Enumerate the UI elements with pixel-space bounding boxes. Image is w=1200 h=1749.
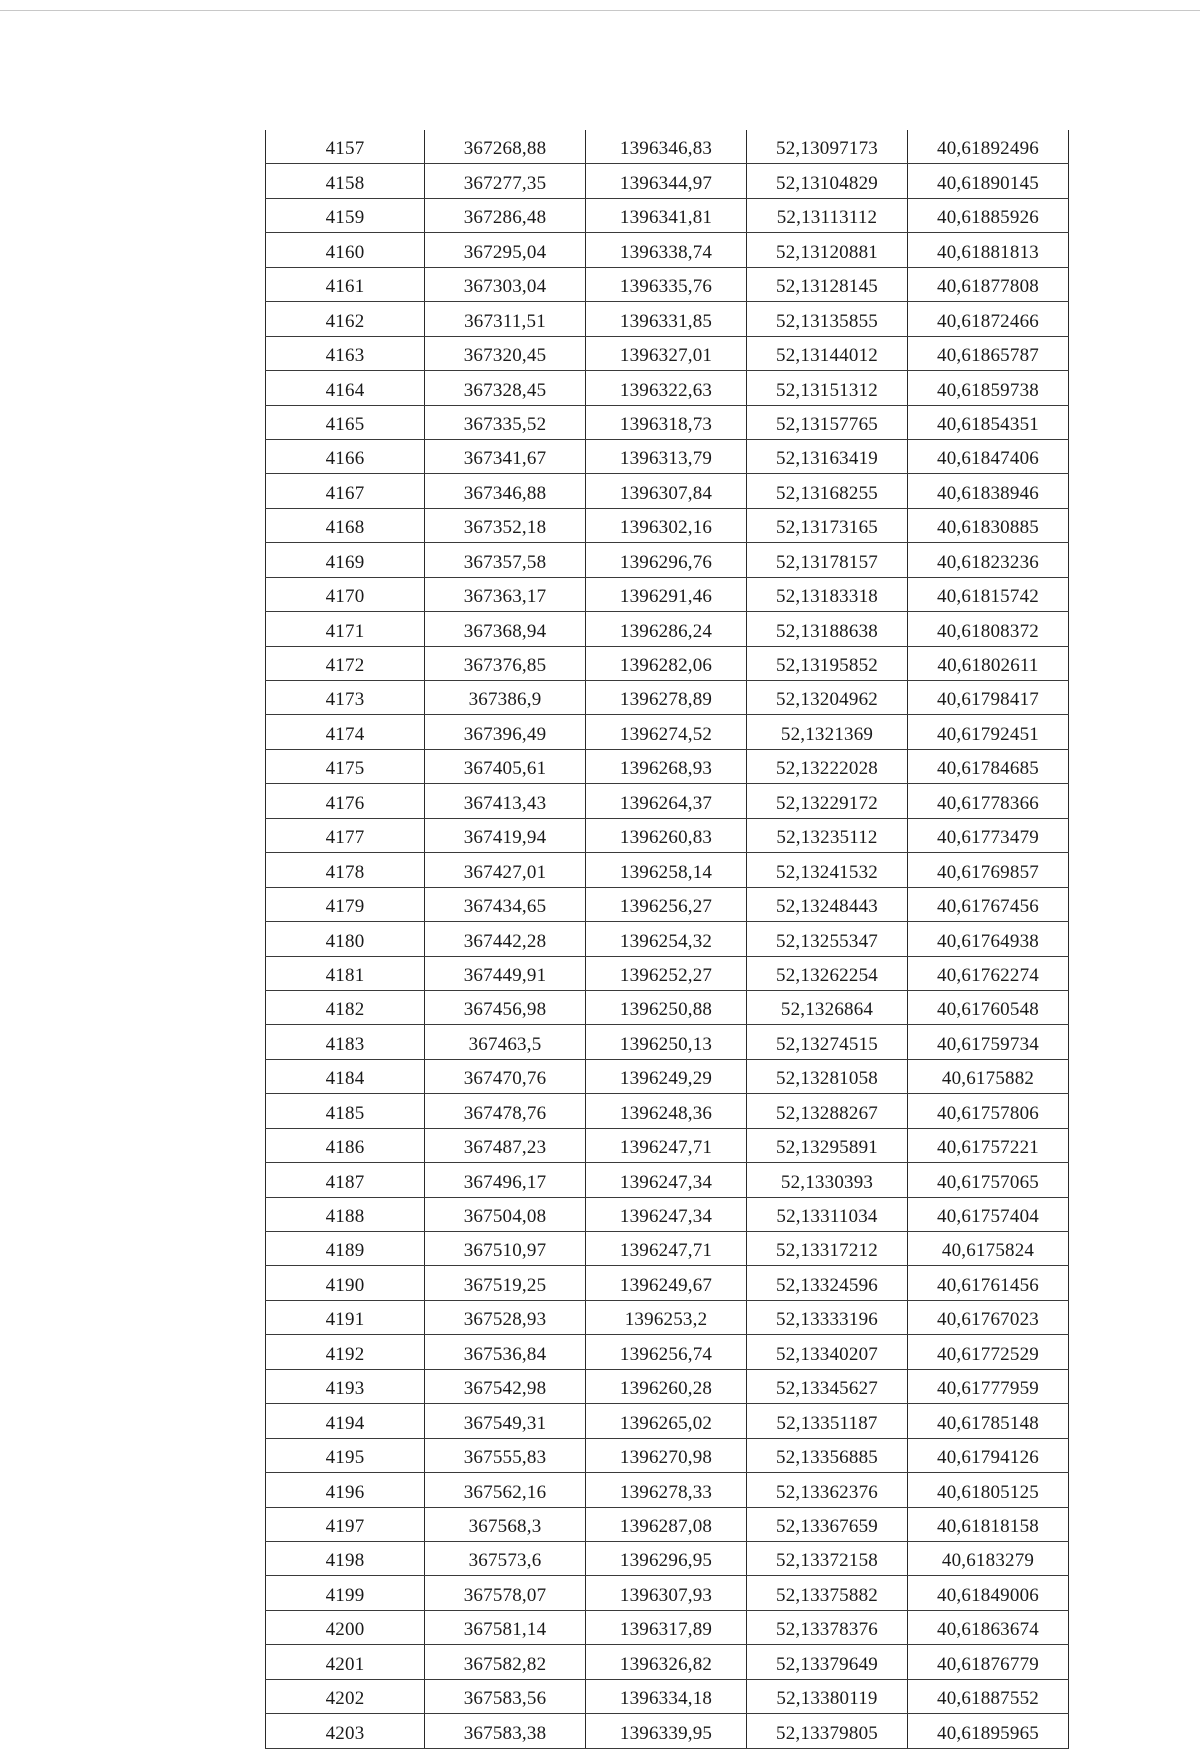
cell-x-coordinate: 367581,14: [425, 1610, 586, 1644]
table-row: [266, 474, 1069, 508]
cell-point-number: 4194: [266, 1404, 425, 1438]
cell-point-number: 4192: [266, 1335, 425, 1369]
cell-x-coordinate: 367549,31: [425, 1404, 586, 1438]
cell-x-coordinate: 367442,28: [425, 922, 586, 956]
cell-longitude: 40,61757065: [908, 1163, 1069, 1197]
cell-y-coordinate: 1396346,83: [586, 130, 747, 164]
cell-x-coordinate: 367352,18: [425, 508, 586, 542]
cell-point-number: 4171: [266, 612, 425, 646]
cell-latitude: 52,13274515: [747, 1025, 908, 1059]
table-row: [266, 1300, 1069, 1334]
cell-point-number: 4203: [266, 1714, 425, 1748]
cell-x-coordinate: 367504,08: [425, 1197, 586, 1231]
cell-latitude: 52,13195852: [747, 646, 908, 680]
cell-longitude: 40,61881813: [908, 233, 1069, 267]
cell-y-coordinate: 1396260,28: [586, 1369, 747, 1403]
cell-y-coordinate: 1396302,16: [586, 508, 747, 542]
cell-longitude: 40,61769857: [908, 853, 1069, 887]
cell-x-coordinate: 367487,23: [425, 1128, 586, 1162]
table-row: [266, 1163, 1069, 1197]
table-row: [266, 543, 1069, 577]
cell-x-coordinate: 367449,91: [425, 956, 586, 990]
table-row: [266, 130, 1069, 164]
cell-y-coordinate: 1396250,88: [586, 990, 747, 1024]
cell-y-coordinate: 1396339,95: [586, 1714, 747, 1748]
cell-point-number: 4200: [266, 1610, 425, 1644]
cell-latitude: 52,13222028: [747, 749, 908, 783]
table-row: [266, 336, 1069, 370]
cell-longitude: 40,61854351: [908, 405, 1069, 439]
table-row: [266, 1473, 1069, 1507]
cell-longitude: 40,61823236: [908, 543, 1069, 577]
cell-latitude: 52,13151312: [747, 371, 908, 405]
cell-latitude: 52,13144012: [747, 336, 908, 370]
cell-y-coordinate: 1396247,71: [586, 1232, 747, 1266]
cell-longitude: 40,61798417: [908, 681, 1069, 715]
cell-latitude: 52,13248443: [747, 887, 908, 921]
cell-x-coordinate: 367456,98: [425, 990, 586, 1024]
cell-longitude: 40,61808372: [908, 612, 1069, 646]
cell-longitude: 40,61859738: [908, 371, 1069, 405]
table-row: [266, 681, 1069, 715]
cell-point-number: 4180: [266, 922, 425, 956]
cell-latitude: 52,1330393: [747, 1163, 908, 1197]
table-row: [266, 164, 1069, 198]
cell-x-coordinate: 367376,85: [425, 646, 586, 680]
cell-point-number: 4184: [266, 1059, 425, 1093]
cell-y-coordinate: 1396249,29: [586, 1059, 747, 1093]
cell-y-coordinate: 1396317,89: [586, 1610, 747, 1644]
cell-y-coordinate: 1396258,14: [586, 853, 747, 887]
table-row: [266, 1059, 1069, 1093]
cell-latitude: 52,13367659: [747, 1507, 908, 1541]
cell-longitude: 40,61849006: [908, 1576, 1069, 1610]
cell-point-number: 4160: [266, 233, 425, 267]
table-row: [266, 1232, 1069, 1266]
cell-latitude: 52,13135855: [747, 302, 908, 336]
cell-point-number: 4177: [266, 818, 425, 852]
cell-x-coordinate: 367268,88: [425, 130, 586, 164]
cell-y-coordinate: 1396248,36: [586, 1094, 747, 1128]
cell-x-coordinate: 367582,82: [425, 1645, 586, 1679]
cell-longitude: 40,61830885: [908, 508, 1069, 542]
cell-longitude: 40,61764938: [908, 922, 1069, 956]
cell-point-number: 4195: [266, 1438, 425, 1472]
cell-x-coordinate: 367277,35: [425, 164, 586, 198]
cell-latitude: 52,13317212: [747, 1232, 908, 1266]
cell-y-coordinate: 1396253,2: [586, 1300, 747, 1334]
table-row: [266, 371, 1069, 405]
cell-x-coordinate: 367328,45: [425, 371, 586, 405]
cell-y-coordinate: 1396270,98: [586, 1438, 747, 1472]
cell-longitude: 40,61767456: [908, 887, 1069, 921]
cell-latitude: 52,13351187: [747, 1404, 908, 1438]
cell-longitude: 40,61892496: [908, 130, 1069, 164]
cell-point-number: 4190: [266, 1266, 425, 1300]
cell-x-coordinate: 367341,67: [425, 439, 586, 473]
cell-longitude: 40,6175882: [908, 1059, 1069, 1093]
table-row: [266, 922, 1069, 956]
cell-point-number: 4178: [266, 853, 425, 887]
cell-longitude: 40,61772529: [908, 1335, 1069, 1369]
cell-point-number: 4167: [266, 474, 425, 508]
cell-point-number: 4164: [266, 371, 425, 405]
cell-point-number: 4189: [266, 1232, 425, 1266]
cell-point-number: 4165: [266, 405, 425, 439]
cell-longitude: 40,61762274: [908, 956, 1069, 990]
cell-latitude: 52,13379805: [747, 1714, 908, 1748]
cell-x-coordinate: 367470,76: [425, 1059, 586, 1093]
table-row: [266, 715, 1069, 749]
cell-longitude: 40,61885926: [908, 198, 1069, 232]
cell-y-coordinate: 1396307,84: [586, 474, 747, 508]
cell-x-coordinate: 367496,17: [425, 1163, 586, 1197]
table-row: [266, 1541, 1069, 1575]
cell-y-coordinate: 1396247,71: [586, 1128, 747, 1162]
cell-y-coordinate: 1396326,82: [586, 1645, 747, 1679]
table-row: [266, 439, 1069, 473]
table-row: [266, 1645, 1069, 1679]
cell-longitude: 40,61785148: [908, 1404, 1069, 1438]
cell-latitude: 52,13168255: [747, 474, 908, 508]
cell-x-coordinate: 367396,49: [425, 715, 586, 749]
cell-longitude: 40,61847406: [908, 439, 1069, 473]
table-row: [266, 990, 1069, 1024]
cell-latitude: 52,13281058: [747, 1059, 908, 1093]
cell-latitude: 52,13380119: [747, 1679, 908, 1713]
cell-y-coordinate: 1396296,95: [586, 1541, 747, 1575]
cell-latitude: 52,13241532: [747, 853, 908, 887]
cell-point-number: 4193: [266, 1369, 425, 1403]
cell-longitude: 40,61815742: [908, 577, 1069, 611]
cell-y-coordinate: 1396331,85: [586, 302, 747, 336]
cell-latitude: 52,13255347: [747, 922, 908, 956]
cell-point-number: 4172: [266, 646, 425, 680]
table-row: [266, 405, 1069, 439]
cell-point-number: 4168: [266, 508, 425, 542]
cell-y-coordinate: 1396282,06: [586, 646, 747, 680]
cell-latitude: 52,13362376: [747, 1473, 908, 1507]
cell-point-number: 4202: [266, 1679, 425, 1713]
cell-y-coordinate: 1396278,33: [586, 1473, 747, 1507]
cell-point-number: 4158: [266, 164, 425, 198]
cell-point-number: 4188: [266, 1197, 425, 1231]
cell-point-number: 4182: [266, 990, 425, 1024]
cell-x-coordinate: 367583,38: [425, 1714, 586, 1748]
cell-x-coordinate: 367583,56: [425, 1679, 586, 1713]
cell-y-coordinate: 1396291,46: [586, 577, 747, 611]
cell-latitude: 52,13324596: [747, 1266, 908, 1300]
cell-y-coordinate: 1396313,79: [586, 439, 747, 473]
cell-y-coordinate: 1396265,02: [586, 1404, 747, 1438]
cell-x-coordinate: 367463,5: [425, 1025, 586, 1059]
table-row: [266, 612, 1069, 646]
table-row: [266, 233, 1069, 267]
cell-y-coordinate: 1396341,81: [586, 198, 747, 232]
table-row: [266, 749, 1069, 783]
cell-point-number: 4198: [266, 1541, 425, 1575]
table-row: [266, 198, 1069, 232]
cell-latitude: 52,13120881: [747, 233, 908, 267]
cell-x-coordinate: 367311,51: [425, 302, 586, 336]
cell-point-number: 4199: [266, 1576, 425, 1610]
cell-latitude: 52,13097173: [747, 130, 908, 164]
table-row: [266, 956, 1069, 990]
cell-x-coordinate: 367405,61: [425, 749, 586, 783]
cell-latitude: 52,13113112: [747, 198, 908, 232]
cell-longitude: 40,61792451: [908, 715, 1069, 749]
cell-latitude: 52,1326864: [747, 990, 908, 1024]
cell-latitude: 52,13288267: [747, 1094, 908, 1128]
cell-x-coordinate: 367568,3: [425, 1507, 586, 1541]
cell-latitude: 52,13262254: [747, 956, 908, 990]
cell-latitude: 52,13173165: [747, 508, 908, 542]
cell-point-number: 4174: [266, 715, 425, 749]
scan-edge-line: [0, 10, 1200, 11]
cell-point-number: 4176: [266, 784, 425, 818]
cell-y-coordinate: 1396274,52: [586, 715, 747, 749]
cell-longitude: 40,6183279: [908, 1541, 1069, 1575]
cell-longitude: 40,61757221: [908, 1128, 1069, 1162]
cell-point-number: 4196: [266, 1473, 425, 1507]
cell-x-coordinate: 367295,04: [425, 233, 586, 267]
cell-y-coordinate: 1396286,24: [586, 612, 747, 646]
cell-point-number: 4170: [266, 577, 425, 611]
cell-longitude: 40,61761456: [908, 1266, 1069, 1300]
cell-latitude: 52,13378376: [747, 1610, 908, 1644]
cell-x-coordinate: 367413,43: [425, 784, 586, 818]
cell-y-coordinate: 1396287,08: [586, 1507, 747, 1541]
cell-point-number: 4163: [266, 336, 425, 370]
cell-x-coordinate: 367320,45: [425, 336, 586, 370]
cell-x-coordinate: 367434,65: [425, 887, 586, 921]
table-row: [266, 1576, 1069, 1610]
cell-latitude: 52,13229172: [747, 784, 908, 818]
table-row: [266, 1714, 1069, 1748]
cell-x-coordinate: 367542,98: [425, 1369, 586, 1403]
cell-latitude: 52,13157765: [747, 405, 908, 439]
cell-y-coordinate: 1396256,27: [586, 887, 747, 921]
cell-latitude: 52,13235112: [747, 818, 908, 852]
cell-latitude: 52,1321369: [747, 715, 908, 749]
table-row: [266, 1197, 1069, 1231]
cell-y-coordinate: 1396264,37: [586, 784, 747, 818]
cell-y-coordinate: 1396254,32: [586, 922, 747, 956]
table-row: [266, 1128, 1069, 1162]
table-row: [266, 1335, 1069, 1369]
cell-point-number: 4197: [266, 1507, 425, 1541]
cell-latitude: 52,13375882: [747, 1576, 908, 1610]
table-row: [266, 302, 1069, 336]
cell-point-number: 4185: [266, 1094, 425, 1128]
cell-y-coordinate: 1396247,34: [586, 1197, 747, 1231]
cell-longitude: 40,61818158: [908, 1507, 1069, 1541]
table-row: [266, 1438, 1069, 1472]
table-row: [266, 1266, 1069, 1300]
cell-longitude: 40,61895965: [908, 1714, 1069, 1748]
cell-point-number: 4175: [266, 749, 425, 783]
cell-point-number: 4169: [266, 543, 425, 577]
table-row: [266, 853, 1069, 887]
cell-point-number: 4173: [266, 681, 425, 715]
cell-longitude: 40,61760548: [908, 990, 1069, 1024]
cell-longitude: 40,61777959: [908, 1369, 1069, 1403]
cell-longitude: 40,61794126: [908, 1438, 1069, 1472]
cell-point-number: 4183: [266, 1025, 425, 1059]
cell-point-number: 4186: [266, 1128, 425, 1162]
cell-x-coordinate: 367578,07: [425, 1576, 586, 1610]
cell-y-coordinate: 1396260,83: [586, 818, 747, 852]
table-row: [266, 1404, 1069, 1438]
cell-latitude: 52,13379649: [747, 1645, 908, 1679]
cell-point-number: 4181: [266, 956, 425, 990]
cell-point-number: 4157: [266, 130, 425, 164]
cell-latitude: 52,13128145: [747, 267, 908, 301]
cell-x-coordinate: 367386,9: [425, 681, 586, 715]
table-row: [266, 267, 1069, 301]
cell-x-coordinate: 367519,25: [425, 1266, 586, 1300]
cell-longitude: 40,61773479: [908, 818, 1069, 852]
table-row: [266, 577, 1069, 611]
cell-x-coordinate: 367427,01: [425, 853, 586, 887]
cell-y-coordinate: 1396278,89: [586, 681, 747, 715]
cell-longitude: 40,61784685: [908, 749, 1069, 783]
cell-longitude: 40,61757404: [908, 1197, 1069, 1231]
cell-longitude: 40,61767023: [908, 1300, 1069, 1334]
cell-y-coordinate: 1396318,73: [586, 405, 747, 439]
cell-longitude: 40,61802611: [908, 646, 1069, 680]
cell-x-coordinate: 367478,76: [425, 1094, 586, 1128]
cell-latitude: 52,13104829: [747, 164, 908, 198]
cell-point-number: 4191: [266, 1300, 425, 1334]
cell-latitude: 52,13183318: [747, 577, 908, 611]
table-row: [266, 1025, 1069, 1059]
cell-latitude: 52,13295891: [747, 1128, 908, 1162]
cell-x-coordinate: 367573,6: [425, 1541, 586, 1575]
cell-x-coordinate: 367346,88: [425, 474, 586, 508]
cell-longitude: 40,6175824: [908, 1232, 1069, 1266]
cell-latitude: 52,13163419: [747, 439, 908, 473]
cell-point-number: 4162: [266, 302, 425, 336]
cell-latitude: 52,13356885: [747, 1438, 908, 1472]
cell-longitude: 40,61865787: [908, 336, 1069, 370]
cell-x-coordinate: 367335,52: [425, 405, 586, 439]
cell-y-coordinate: 1396296,76: [586, 543, 747, 577]
cell-x-coordinate: 367286,48: [425, 198, 586, 232]
coordinates-table: [265, 130, 1069, 1749]
cell-y-coordinate: 1396249,67: [586, 1266, 747, 1300]
cell-y-coordinate: 1396247,34: [586, 1163, 747, 1197]
cell-latitude: 52,13345627: [747, 1369, 908, 1403]
cell-longitude: 40,61863674: [908, 1610, 1069, 1644]
table-row: [266, 1507, 1069, 1541]
cell-x-coordinate: 367419,94: [425, 818, 586, 852]
cell-point-number: 4166: [266, 439, 425, 473]
table-row: [266, 818, 1069, 852]
cell-longitude: 40,61778366: [908, 784, 1069, 818]
table-row: [266, 646, 1069, 680]
cell-x-coordinate: 367357,58: [425, 543, 586, 577]
table-row: [266, 508, 1069, 542]
cell-y-coordinate: 1396334,18: [586, 1679, 747, 1713]
table-row: [266, 1679, 1069, 1713]
cell-y-coordinate: 1396344,97: [586, 164, 747, 198]
cell-y-coordinate: 1396338,74: [586, 233, 747, 267]
cell-latitude: 52,13340207: [747, 1335, 908, 1369]
cell-y-coordinate: 1396252,27: [586, 956, 747, 990]
cell-x-coordinate: 367368,94: [425, 612, 586, 646]
cell-longitude: 40,61877808: [908, 267, 1069, 301]
cell-point-number: 4159: [266, 198, 425, 232]
cell-x-coordinate: 367528,93: [425, 1300, 586, 1334]
cell-longitude: 40,61757806: [908, 1094, 1069, 1128]
cell-longitude: 40,61876779: [908, 1645, 1069, 1679]
cell-x-coordinate: 367555,83: [425, 1438, 586, 1472]
cell-point-number: 4161: [266, 267, 425, 301]
table-row: [266, 1369, 1069, 1403]
cell-longitude: 40,61759734: [908, 1025, 1069, 1059]
cell-y-coordinate: 1396268,93: [586, 749, 747, 783]
cell-longitude: 40,61890145: [908, 164, 1069, 198]
cell-x-coordinate: 367363,17: [425, 577, 586, 611]
cell-x-coordinate: 367510,97: [425, 1232, 586, 1266]
coordinates-table-body: [266, 130, 1069, 1748]
cell-y-coordinate: 1396327,01: [586, 336, 747, 370]
cell-point-number: 4187: [266, 1163, 425, 1197]
cell-y-coordinate: 1396335,76: [586, 267, 747, 301]
cell-y-coordinate: 1396256,74: [586, 1335, 747, 1369]
table-row: [266, 1094, 1069, 1128]
table-row: [266, 1610, 1069, 1644]
cell-point-number: 4201: [266, 1645, 425, 1679]
cell-x-coordinate: 367562,16: [425, 1473, 586, 1507]
cell-point-number: 4179: [266, 887, 425, 921]
cell-latitude: 52,13188638: [747, 612, 908, 646]
cell-latitude: 52,13178157: [747, 543, 908, 577]
cell-latitude: 52,13311034: [747, 1197, 908, 1231]
cell-y-coordinate: 1396250,13: [586, 1025, 747, 1059]
cell-latitude: 52,13333196: [747, 1300, 908, 1334]
cell-y-coordinate: 1396307,93: [586, 1576, 747, 1610]
cell-longitude: 40,61872466: [908, 302, 1069, 336]
cell-latitude: 52,13372158: [747, 1541, 908, 1575]
cell-longitude: 40,61887552: [908, 1679, 1069, 1713]
cell-y-coordinate: 1396322,63: [586, 371, 747, 405]
cell-longitude: 40,61838946: [908, 474, 1069, 508]
cell-x-coordinate: 367303,04: [425, 267, 586, 301]
cell-latitude: 52,13204962: [747, 681, 908, 715]
table-row: [266, 887, 1069, 921]
table-row: [266, 784, 1069, 818]
cell-longitude: 40,61805125: [908, 1473, 1069, 1507]
cell-x-coordinate: 367536,84: [425, 1335, 586, 1369]
